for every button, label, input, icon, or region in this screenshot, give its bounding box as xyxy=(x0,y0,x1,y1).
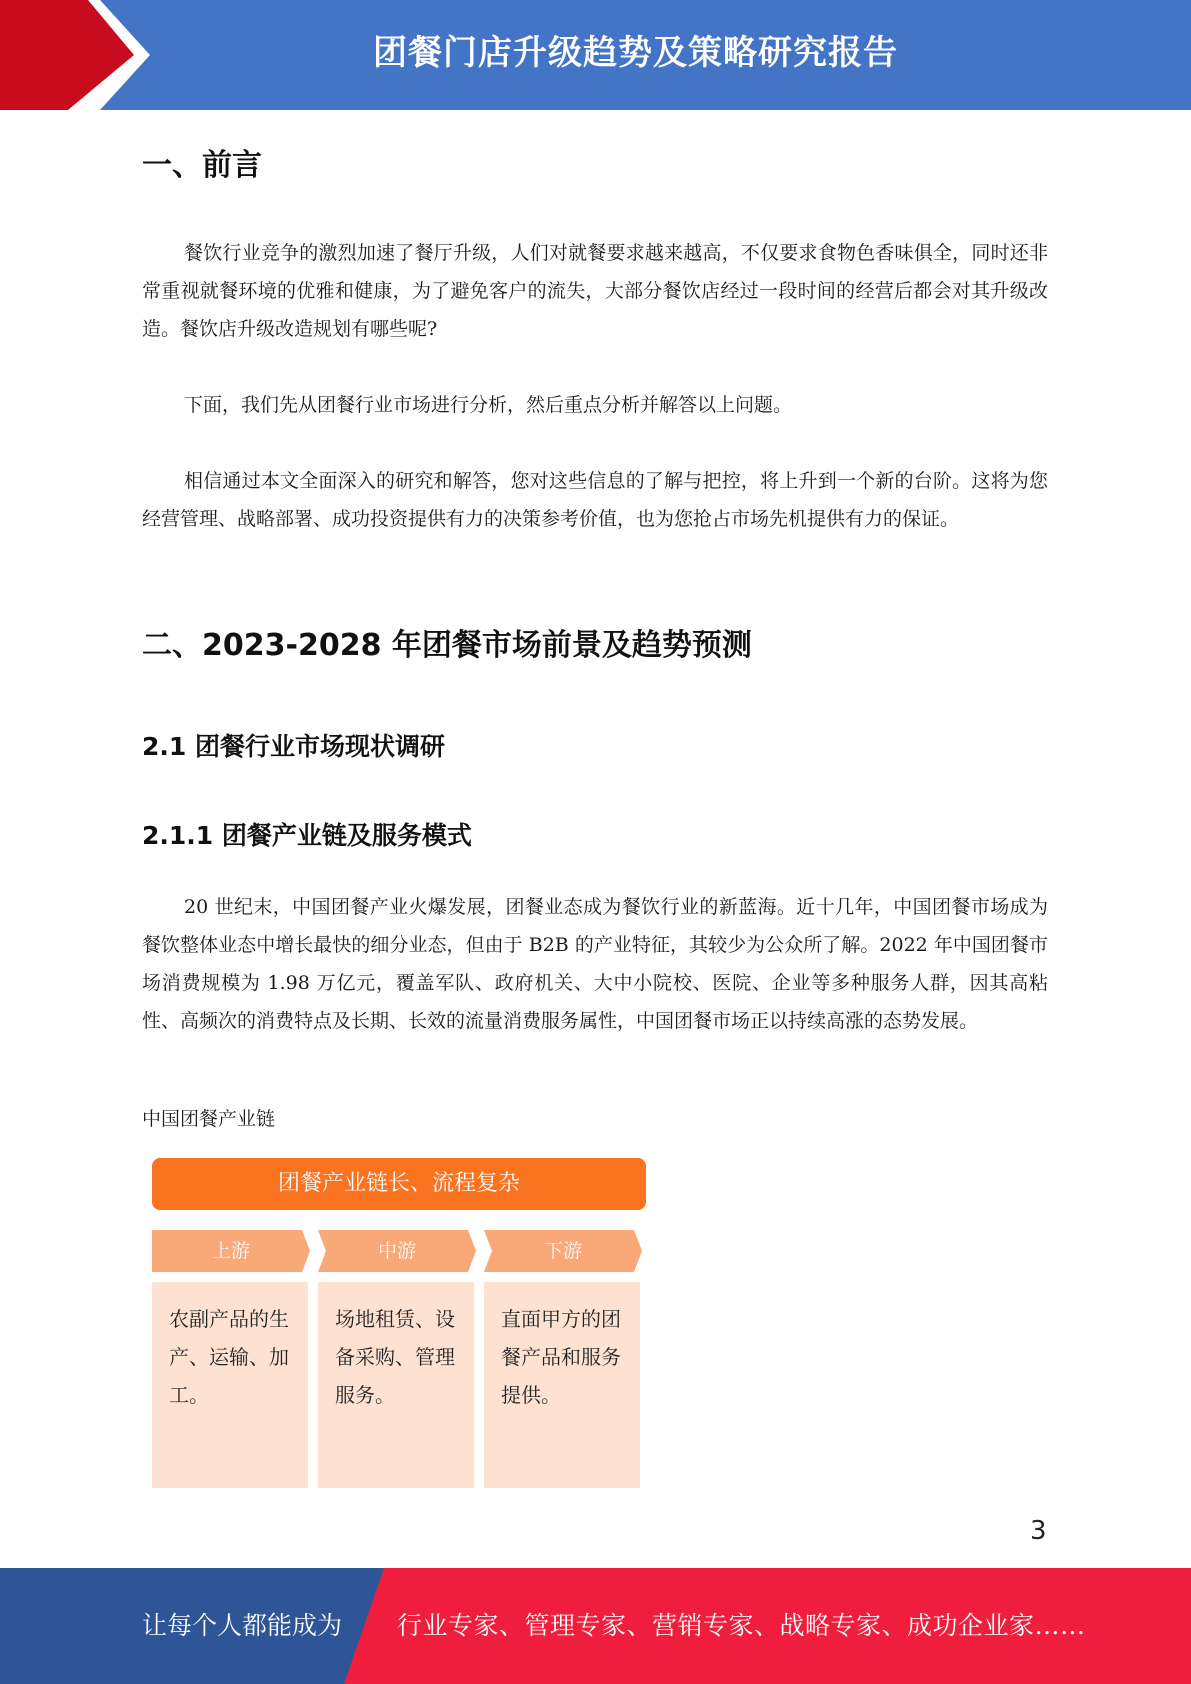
industry-chain-figure xyxy=(152,1158,646,1498)
page-footer xyxy=(0,1568,1191,1684)
header-title: 团餐门店升级趋势及策略研究报告 xyxy=(373,33,898,73)
figure-caption: 中国团餐产业链 xyxy=(142,1108,276,1130)
chain-tab-downstream xyxy=(484,1230,642,1272)
chain-body-midstream xyxy=(318,1282,474,1488)
chain-body-line: 服务。 xyxy=(335,1383,395,1407)
chain-tab-midstream xyxy=(318,1230,476,1272)
section-2-1-1-heading: 2.1.1 团餐产业链及服务模式 xyxy=(142,821,472,850)
chain-tab-label: 下游 xyxy=(543,1240,582,1262)
chain-body-line: 备采购、管理 xyxy=(335,1345,455,1369)
footer-slogan-right: 行业专家、管理专家、营销专家、战略专家、成功企业家…… xyxy=(397,1611,1086,1640)
chain-body-line: 产、运输、加 xyxy=(169,1345,289,1369)
intro-paragraph-1: 餐饮行业竞争的激烈加速了餐厅升级，人们对就餐要求越来越高，不仅要求食物色香味俱全，同时还非常重视就餐环境的优雅和健康，为了避免客户的流失，大部分餐饮店经过一段时间的经营后都会对其升级改造。餐饮店升级改造规划有哪些呢? xyxy=(142,242,1048,340)
page-header xyxy=(0,0,1191,110)
chain-body-line: 提供。 xyxy=(501,1383,561,1407)
chain-body-upstream xyxy=(152,1282,308,1488)
chain-body-line: 农副产品的生 xyxy=(169,1307,289,1331)
chain-body-downstream xyxy=(484,1282,640,1488)
chain-tab-label: 上游 xyxy=(211,1240,250,1262)
industry-chain-paragraph: 20 世纪末，中国团餐产业火爆发展，团餐业态成为餐饮行业的新蓝海。近十几年，中国团餐市场成为餐饮整体业态中增长最快的细分业态，但由于 B2B 的产业特征，其较少为公众所了解。2022 年中国团餐市场消费规模为 1.98 万亿元，覆盖军队、政府机关、大中小院校、医院、企业等多种服务人群，因其高粘性、高频次的消费特点及长期、长效的流量消费服务属性，中国团餐市场正以持续高涨的态势发展。 xyxy=(142,896,1048,1032)
chain-body-line: 直面甲方的团 xyxy=(501,1307,621,1331)
chain-body-line: 工。 xyxy=(169,1383,209,1407)
section-2-heading: 二、2023-2028 年团餐市场前景及趋势预测 xyxy=(142,628,752,663)
chain-tab-label: 中游 xyxy=(377,1240,416,1262)
intro-paragraph-2: 下面，我们先从团餐行业市场进行分析，然后重点分析并解答以上问题。 xyxy=(184,394,793,416)
page-number: 3 xyxy=(1030,1516,1047,1546)
section-2-1-heading: 2.1 团餐行业市场现状调研 xyxy=(142,732,445,761)
chain-banner: 团餐产业链长、流程复杂 xyxy=(152,1158,646,1210)
intro-paragraph-3: 相信通过本文全面深入的研究和解答，您对这些信息的了解与把控，将上升到一个新的台阶。这将为您经营管理、战略部署、成功投资提供有力的决策参考价值，也为您抢占市场先机提供有力的保证。 xyxy=(142,470,1048,530)
chain-body-line: 餐产品和服务 xyxy=(501,1345,621,1369)
footer-slogan-left: 让每个人都能成为 xyxy=(142,1611,343,1640)
chain-body-line: 场地租赁、设 xyxy=(335,1307,455,1331)
chain-tab-upstream xyxy=(152,1230,310,1272)
section-1-heading: 一、前言 xyxy=(142,148,262,183)
